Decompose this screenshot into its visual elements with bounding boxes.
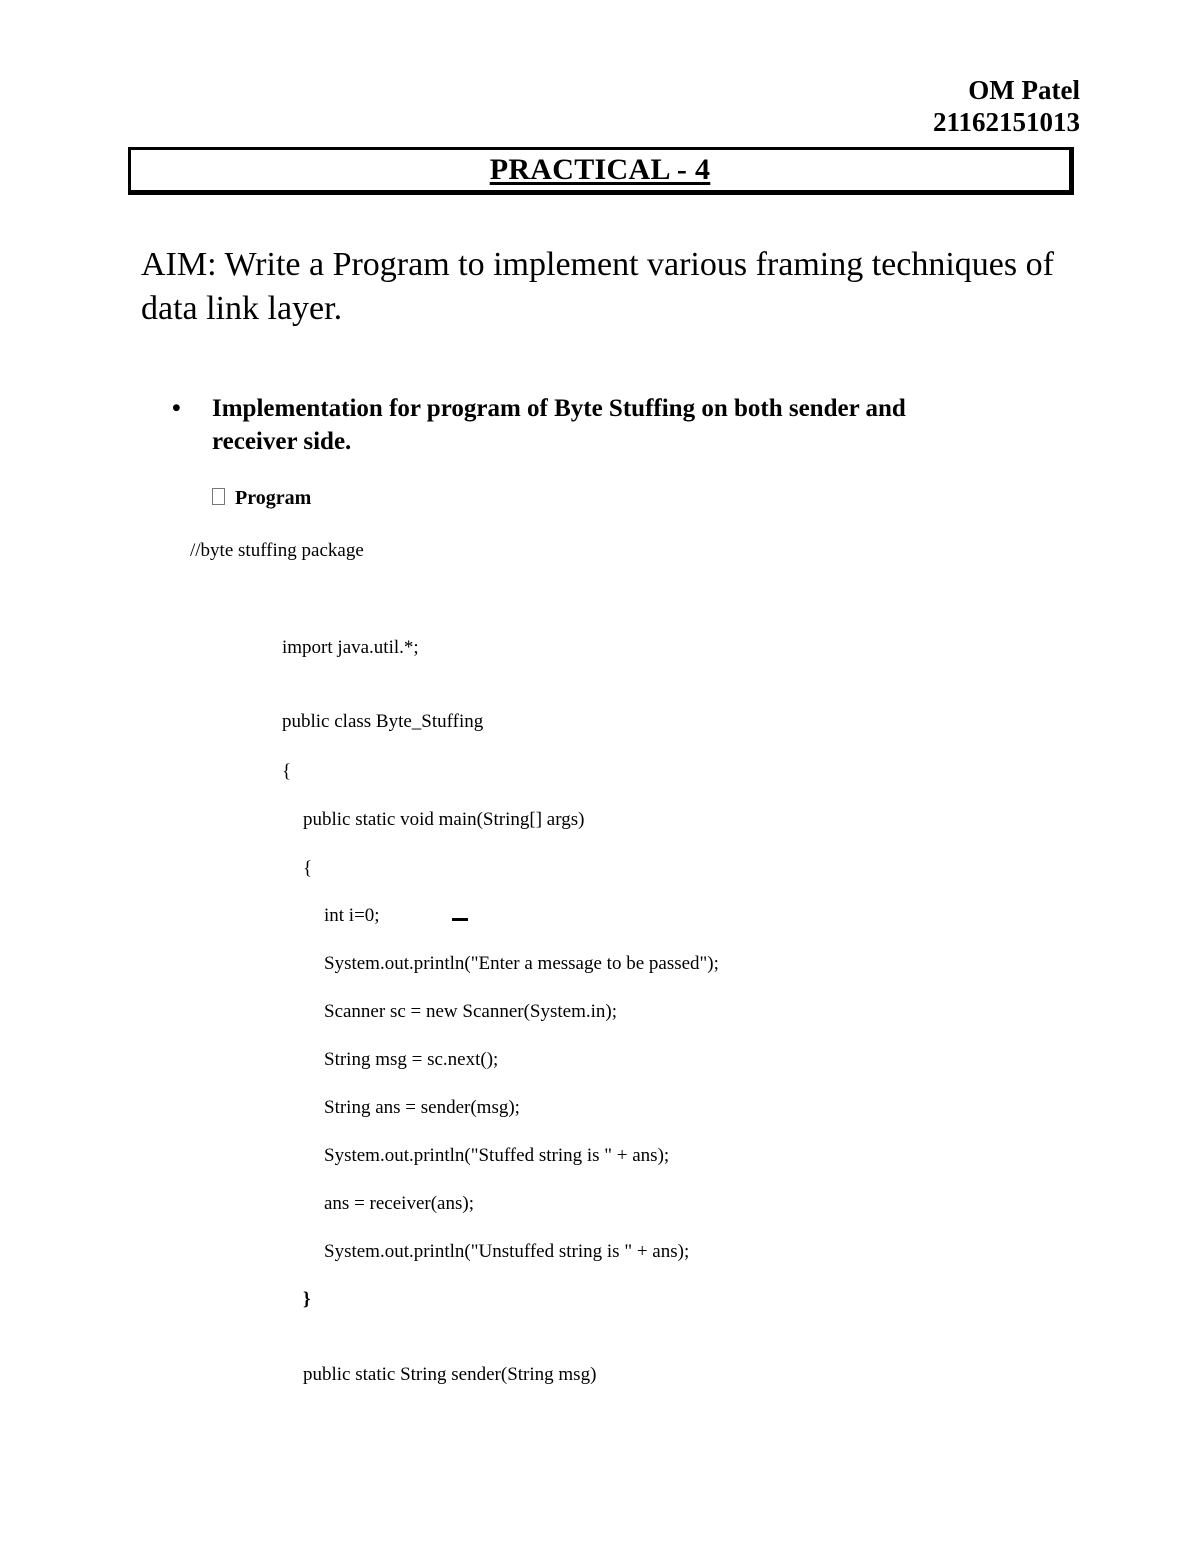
code-line: String msg = sc.next();	[324, 1049, 499, 1070]
roll-number: 21162151013	[932, 107, 1080, 137]
code-line: public static void main(String[] args)	[303, 809, 585, 830]
author-name: OM Patel	[968, 75, 1080, 105]
code-line: public class Byte_Stuffing	[282, 711, 484, 732]
bullet-text: Implementation for program of Byte Stuffing on both sender and receiver side.	[212, 395, 906, 455]
bullet-dot-icon: •	[172, 395, 181, 422]
code-line: ans = receiver(ans);	[324, 1193, 474, 1214]
bullet-item	[172, 392, 992, 458]
code-line: public static String sender(String msg)	[303, 1364, 597, 1385]
author-block	[933, 74, 1080, 138]
code-line: {	[282, 761, 292, 782]
code-line: String ans = sender(msg);	[324, 1097, 520, 1118]
code-line: System.out.println("Enter a message to be passed");	[324, 953, 719, 974]
code-line: {	[303, 858, 313, 879]
aim-statement: AIM: Write a Program to implement various framing techniques of data link layer.	[141, 246, 1054, 327]
code-comment: //byte stuffing package	[190, 540, 364, 561]
code-line: }	[303, 1289, 311, 1310]
code-line: import java.util.*;	[282, 637, 419, 658]
text-cursor-mark	[452, 918, 468, 921]
code-line: Scanner sc = new Scanner(System.in);	[324, 1001, 617, 1022]
title-box	[128, 147, 1074, 195]
code-line: System.out.println("Stuffed string is " + ans);	[324, 1145, 670, 1166]
code-line: System.out.println("Unstuffed string is " + ans);	[324, 1241, 690, 1262]
program-heading	[212, 484, 311, 512]
code-line: int i=0;	[324, 905, 380, 926]
missing-glyph-icon	[212, 488, 225, 505]
practical-title: PRACTICAL - 4	[489, 153, 711, 186]
program-heading-label: Program	[235, 487, 312, 509]
